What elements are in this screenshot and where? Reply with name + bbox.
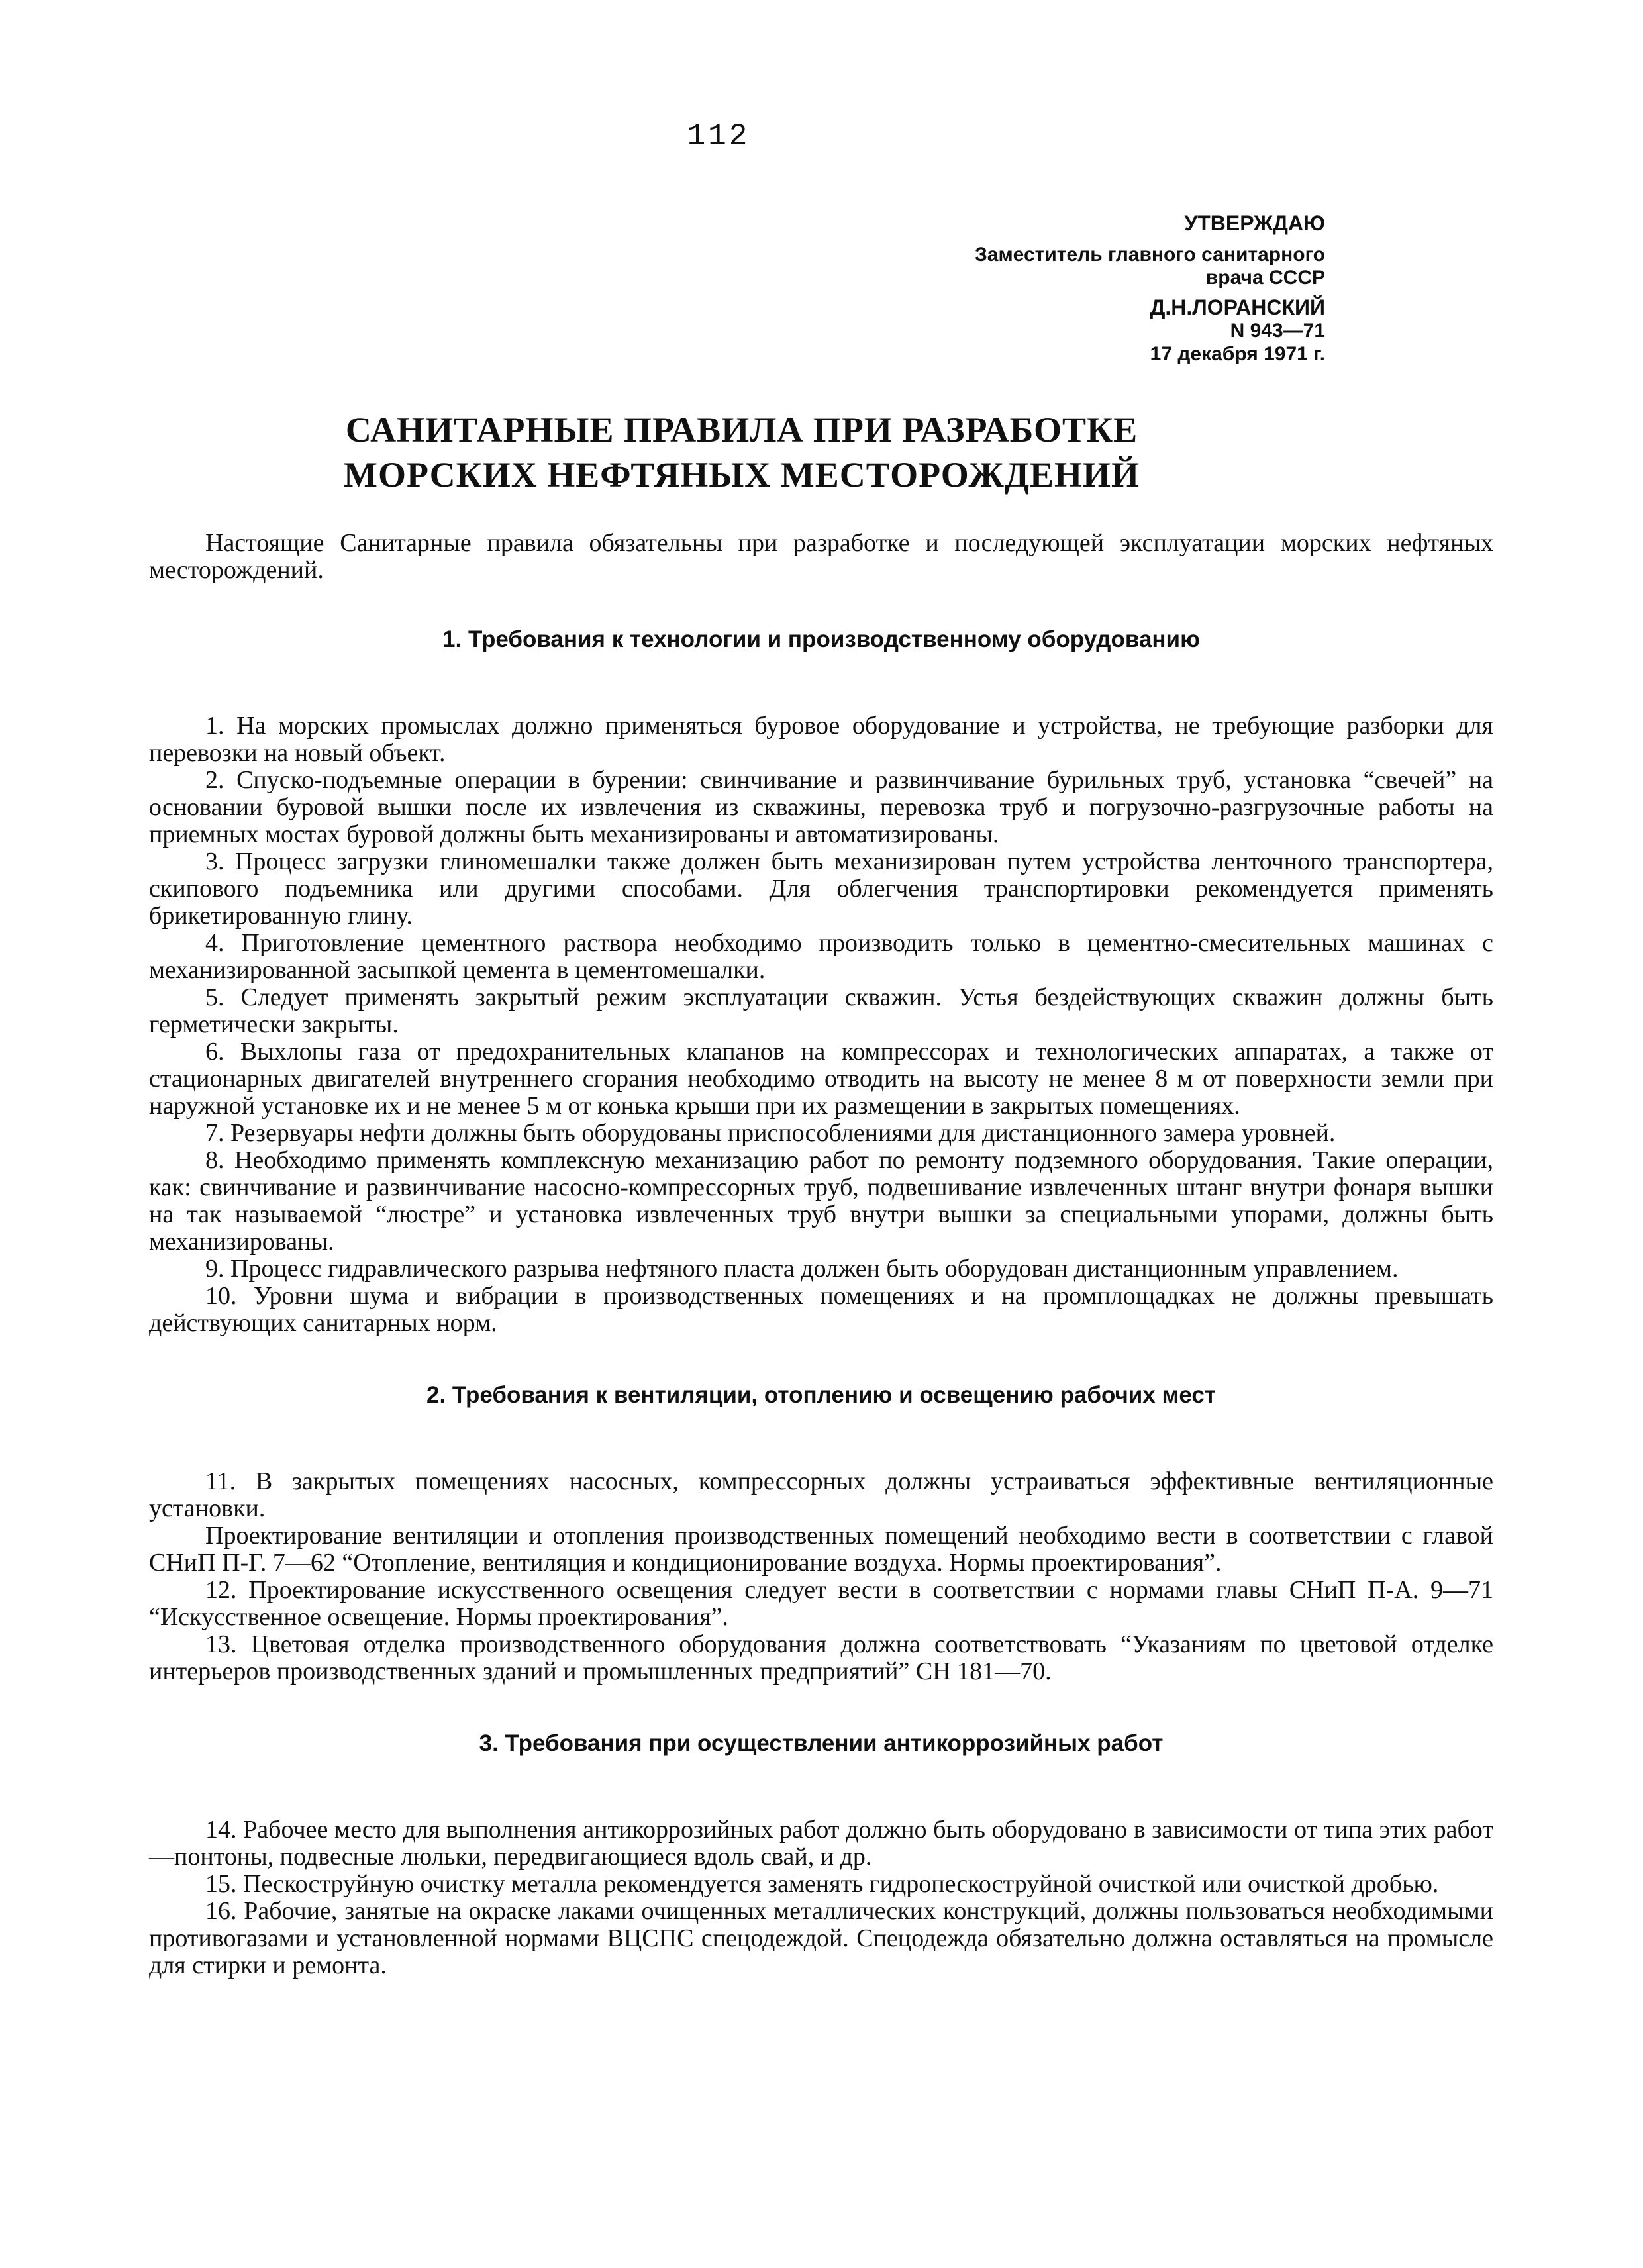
approval-word: УТВЕРЖДАЮ [1184, 211, 1325, 235]
page-number: 112 [687, 119, 750, 154]
approver-position-line1: Заместитель главного санитарного [975, 244, 1325, 266]
intro-paragraph: Настоящие Санитарные правила обязательны при разработке и последующей эксплуатации морских нефтяных месторождений. [149, 529, 1493, 584]
section-technology [149, 625, 1493, 1337]
paragraph-item-8: 8. Необходимо применять комплексную механизацию работ по ремонту подземного оборудования. Такие операции, как: свинчивание и развинчивание насосно-компрессорных труб, подвешивание извлеченных штанг внутри фонаря вышки на так называемой “люстре” и установка извлеченных труб внутри вышки за специальными упорами, должны быть механизированы. [149, 1146, 1493, 1256]
paragraph-item-7: 7. Резервуары нефти должны быть оборудованы приспособлениями для дистанционного замера уровней. [205, 1119, 1336, 1147]
approver-position-line2: врача СССР [1205, 267, 1325, 289]
paragraph-item-16: 16. Рабочие, занятые на окраске лаками очищенных металлических конструкций, должны пользоваться необходимыми противогазами и установленной нормами ВЦСПС спецодеждой. Спецодежда обязательно должна оставляться на промысле для стирки и ремонта. [149, 1897, 1493, 1979]
paragraph-item-13: 13. Цветовая отделка производственного оборудования должна соответствовать “Указаниям по цветовой отделке интерьеров производственных зданий и промышленных предприятий” СН 181—70. [149, 1630, 1493, 1685]
paragraph-ventilation-design: Проектирование вентиляции и отопления производственных помещений необходимо вести в соответствии с главой СНиП П-Г. 7—62 “Отопление, вентиляция и кондиционирование воздуха. Нормы проектирования”. [149, 1522, 1493, 1577]
paragraph-item-4: 4. Приготовление цементного раствора необходимо производить только в цементно-смесительных машинах с механизированной засыпкой цемента в цементомешалки. [149, 929, 1493, 984]
paragraph-item-9: 9. Процесс гидравлического разрыва нефтяного пласта должен быть оборудован дистанционным управлением. [205, 1255, 1399, 1283]
section-ventilation [149, 1381, 1493, 1685]
approval-number: N 943—71 [1230, 320, 1325, 342]
section-heading: 2. Требования к вентиляции, отоплению и освещению рабочих мест [426, 1382, 1216, 1408]
paragraph-item-5: 5. Следует применять закрытый режим эксплуатации скважин. Устья бездействующих скважин должны быть герметически закрыты. [149, 983, 1493, 1038]
paragraph-item-10: 10. Уровни шума и вибрации в производственных помещениях и на промплощадках не должны превышать действующих санитарных норм. [149, 1282, 1493, 1337]
document-title-line1: САНИТАРНЫЕ ПРАВИЛА ПРИ РАЗРАБОТКЕ [345, 410, 1138, 450]
paragraph-item-12: 12. Проектирование искусственного освещения следует вести в соответствии с нормами главы СНиП П-А. 9—71 “Искусственное освещение. Нормы проектирования”. [149, 1576, 1493, 1631]
paragraph-item-15: 15. Пескоструйную очистку металла рекомендуется заменять гидропескоструйной очисткой или очисткой дробью. [205, 1870, 1439, 1898]
paragraph-item-1: 1. На морских промыслах должно применяться буровое оборудование и устройства, не требующие разборки для перевозки на новый объект. [149, 712, 1493, 767]
section-heading: 3. Требования при осуществлении антикоррозийных работ [479, 1730, 1164, 1756]
section-heading: 1. Требования к технологии и производственному оборудованию [442, 626, 1200, 652]
paragraph-item-3: 3. Процесс загрузки глиномешалки также должен быть механизирован путем устройства ленточного транспортера, скипового подъемника или другими способами. Для облегчения транспортировки рекомендуется применять брикетированную глину. [149, 848, 1493, 930]
document-title [0, 407, 1483, 497]
paragraph-item-11: 11. В закрытых помещениях насосных, компрессорных должны устраиваться эффективные вентиляционные установки. [149, 1467, 1493, 1522]
approval-date: 17 декабря 1971 г. [1150, 343, 1325, 365]
approver-name: Д.Н.ЛОРАНСКИЙ [1150, 295, 1325, 319]
section-anticorrosion [149, 1729, 1493, 1979]
paragraph-item-2: 2. Спуско-подъемные операции в бурении: свинчивание и развинчивание бурильных труб, установка “свечей” на основании буровой вышки после их извлечения из скважины, перевозка труб и погрузочно-разгрузочные работы на приемных мостах буровой должны быть механизированы и автоматизированы. [149, 766, 1493, 848]
document-title-line2: МОРСКИХ НЕФТЯНЫХ МЕСТОРОЖДЕНИЙ [344, 455, 1140, 495]
document-body [149, 530, 1493, 2023]
approval-stamp [975, 212, 1325, 366]
paragraph-item-14: 14. Рабочее место для выполнения антикоррозийных работ должно быть оборудовано в зависимости от типа этих работ—понтоны, подвесные люльки, передвигающиеся вдоль свай, и др. [149, 1816, 1493, 1871]
paragraph-item-6: 6. Выхлопы газа от предохранительных клапанов на компрессорах и технологических аппаратах, а также от стационарных двигателей внутреннего сгорания необходимо отводить на высоту не менее 8 м от поверхности земли при наружной установке их и не менее 5 м от конька крыши при их размещении в закрытых помещениях. [149, 1038, 1493, 1120]
